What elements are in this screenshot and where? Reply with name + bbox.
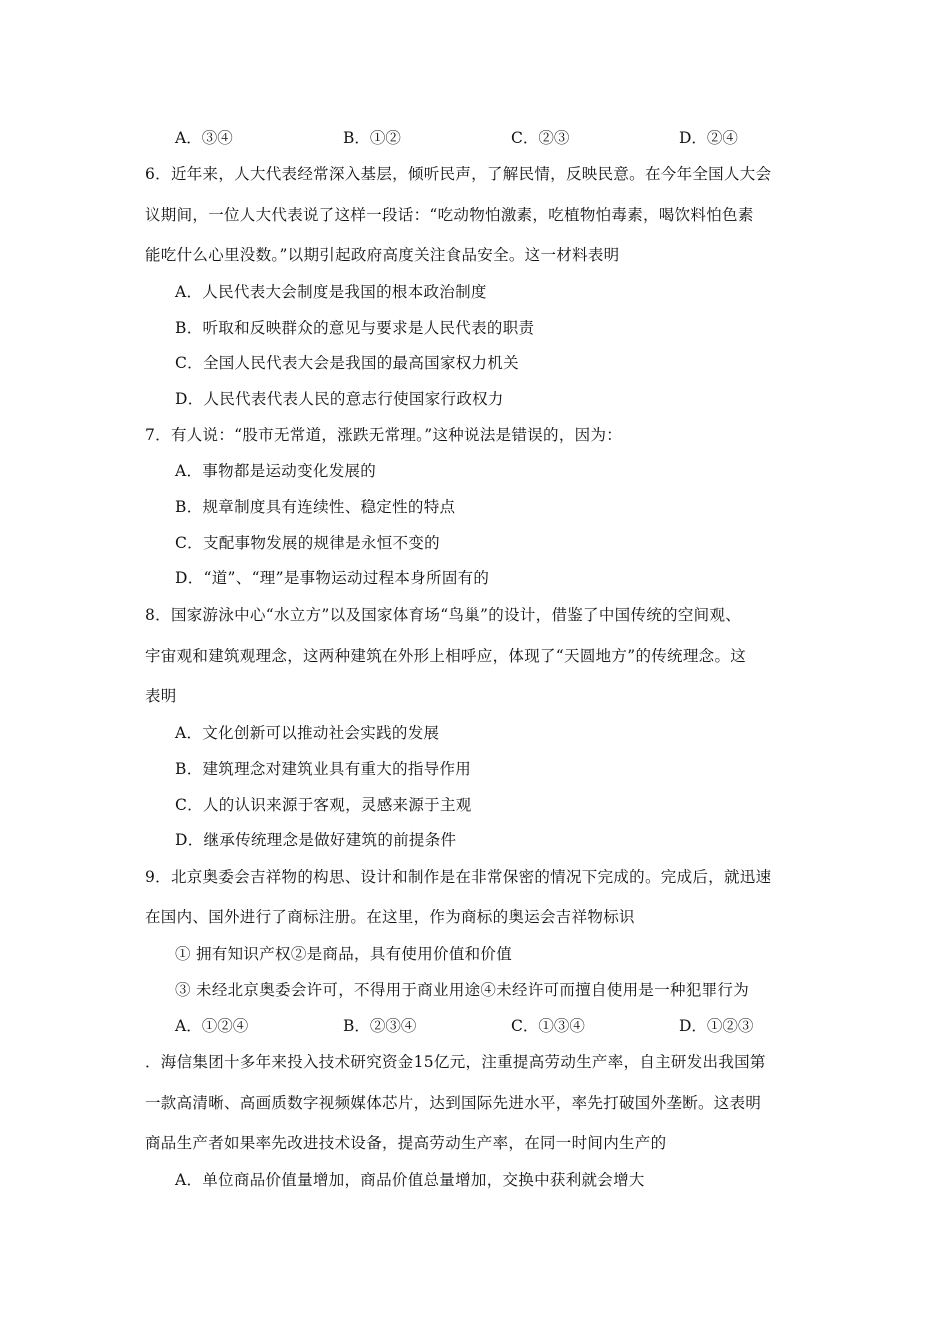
q8-stem-line-2: 宇宙观和建筑观理念，这两种建筑在外形上相呼应，体现了“天圆地方”的传统理念。这: [145, 647, 747, 665]
q8-option-a: A．文化创新可以推动社会实践的发展: [175, 724, 440, 742]
q6-stem-line-1: 6．近年来，人大代表经常深入基层，倾听民声，了解民情，反映民意。在今年全国人大会: [145, 165, 772, 183]
q8-stem-line-3: 表明: [145, 687, 177, 705]
q9-statement-2: ③ 未经北京奥委会许可，不得用于商业用途④未经许可而擅自使用是一种犯罪行为: [175, 981, 750, 999]
q8-stem-line-1: 8．国家游泳中心“水立方”以及国家体育场“鸟巢”的设计，借鉴了中国传统的空间观、: [145, 606, 742, 624]
q8-option-c: C．人的认识来源于客观，灵感来源于主观: [175, 796, 472, 814]
q7-stem-line-1: 7．有人说：“股市无常道，涨跌无常理。”这种说法是错误的，因为：: [145, 426, 623, 444]
q10-stem-line-1: ．海信集团十多年来投入技术研究资金15亿元，注重提高劳动生产率，自主研发出我国第: [145, 1053, 766, 1071]
q7-option-d: D．“道”、“理”是事物运动过程本身所固有的: [175, 569, 490, 587]
q5-option-b: B．①②: [343, 129, 401, 147]
q6-option-a: A．人民代表大会制度是我国的根本政治制度: [175, 283, 487, 301]
q9-option-b: B．②③④: [343, 1017, 417, 1035]
q7-option-b: B．规章制度具有连续性、稳定性的特点: [175, 498, 456, 516]
q7-option-a: A．事物都是运动变化发展的: [175, 462, 377, 480]
q10-stem-line-3: 商品生产者如果率先改进技术设备，提高劳动生产率，在同一时间内生产的: [145, 1134, 667, 1152]
q6-stem-line-3: 能吃什么心里没数。”以期引起政府高度关注食品安全。这一材料表明: [145, 246, 620, 264]
q6-stem-line-2: 议期间，一位人大代表说了这样一段话：“吃动物怕激素，吃植物怕毒素，喝饮料怕色素: [145, 206, 754, 224]
q9-stem-line-1: 9．北京奥委会吉祥物的构思、设计和制作是在非常保密的情况下完成的。完成后，就迅速: [145, 868, 772, 886]
q10-stem-line-2: 一款高清晰、高画质数字视频媒体芯片，达到国际先进水平，率先打破国外垄断。这表明: [145, 1094, 762, 1112]
q5-option-a: A．③④: [175, 129, 233, 147]
q6-option-b: B．听取和反映群众的意见与要求是人民代表的职责: [175, 319, 535, 337]
q9-option-d: D．①②③: [679, 1017, 754, 1035]
q10-option-a: A．单位商品价值量增加，商品价值总量增加，交换中获利就会增大: [175, 1171, 645, 1189]
q6-option-c: C．全国人民代表大会是我国的最高国家权力机关: [175, 354, 519, 372]
q8-option-d: D．继承传统理念是做好建筑的前提条件: [175, 831, 457, 849]
q9-option-c: C．①③④: [511, 1017, 585, 1035]
q9-stem-line-2: 在国内、国外进行了商标注册。在这里，作为商标的奥运会吉祥物标识: [145, 908, 635, 926]
q6-option-d: D．人民代表代表人民的意志行使国家行政权力: [175, 390, 504, 408]
q5-option-c: C．②③: [511, 129, 570, 147]
q9-statement-1: ① 拥有知识产权②是商品，具有使用价值和价值: [175, 945, 513, 963]
q5-option-d: D．②④: [679, 129, 738, 147]
q8-option-b: B．建筑理念对建筑业具有重大的指导作用: [175, 760, 472, 778]
q9-option-a: A．①②④: [175, 1017, 249, 1035]
q7-option-c: C．支配事物发展的规律是永恒不变的: [175, 534, 440, 552]
